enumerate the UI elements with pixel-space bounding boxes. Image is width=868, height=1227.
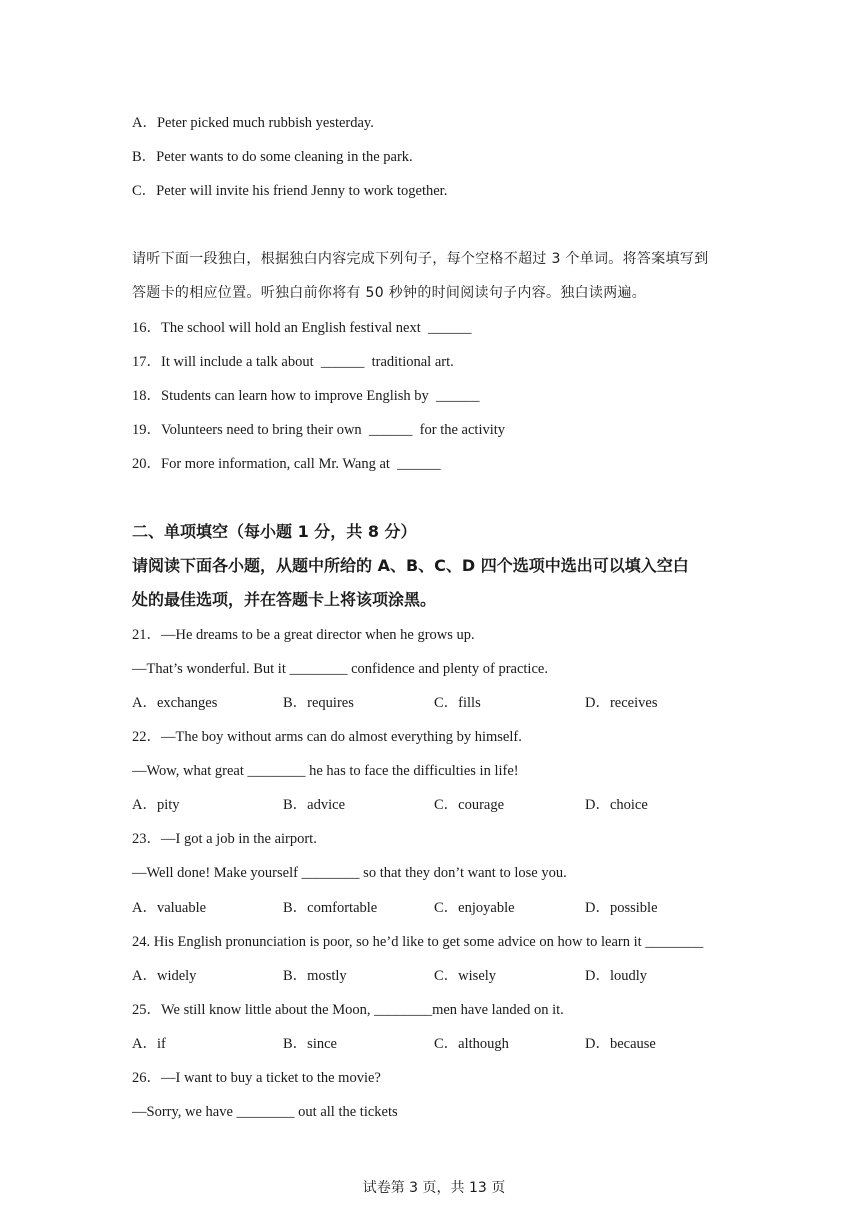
question-16: 16．The school will hold an English festival next ______	[132, 320, 472, 336]
question-20: 20．For more information, call Mr. Wang at ______	[132, 456, 441, 472]
option-c: C．although	[434, 1036, 509, 1052]
option-a: A．valuable	[132, 900, 207, 916]
option-d: D．because	[585, 1036, 656, 1052]
option-b: B．advice	[283, 797, 346, 813]
option-a: A．pity	[132, 797, 180, 813]
question-24-options	[132, 966, 772, 986]
question-26-prompt: 26．—I want to buy a ticket to the movie?	[132, 1070, 381, 1086]
option-d: D．possible	[585, 900, 658, 916]
option-a: A．if	[132, 1036, 166, 1052]
page-footer: 试卷第 3 页，共 13 页	[362, 1180, 506, 1196]
question-24-prompt: 24. His English pronunciation is poor, so he’d like to get some advice on how to learn it ________	[132, 934, 704, 950]
option-c: C．courage	[434, 797, 505, 813]
question-22-response: —Wow, what great ________ he has to face the difficulties in life!	[132, 763, 519, 779]
question-22-prompt: 22．—The boy without arms can do almost everything by himself.	[132, 729, 522, 745]
question-23-prompt: 23．—I got a job in the airport.	[132, 831, 317, 847]
option-c: C．wisely	[434, 968, 497, 984]
question-23-response: —Well done! Make yourself ________ so that they don’t want to lose you.	[132, 865, 567, 881]
listening-option-c: C．Peter will invite his friend Jenny to work together.	[132, 183, 448, 199]
listening-option-b: B．Peter wants to do some cleaning in the park.	[132, 149, 413, 165]
option-c: C．fills	[434, 695, 481, 711]
section-2-instruction-line1: 请阅读下面各小题，从题中所给的 A、B、C、D 四个选项中选出可以填入空白	[132, 556, 689, 575]
question-21-options	[132, 693, 772, 713]
monologue-instruction-line2: 答题卡的相应位置。听独白前你将有 50 秒钟的时间阅读句子内容。独白读两遍。	[132, 285, 647, 301]
option-c: C．enjoyable	[434, 900, 515, 916]
section-2-title: 二、单项填空（每小题 1 分，共 8 分）	[132, 522, 417, 541]
question-21-prompt: 21．—He dreams to be a great director when he grows up.	[132, 627, 475, 643]
monologue-instruction-line1: 请听下面一段独白，根据独白内容完成下列句子，每个空格不超过 3 个单词。将答案填写到	[132, 251, 709, 267]
question-19: 19．Volunteers need to bring their own ______ for the activity	[132, 422, 506, 438]
question-25-prompt: 25．We still know little about the Moon, ________men have landed on it.	[132, 1002, 564, 1018]
question-18: 18．Students can learn how to improve English by ______	[132, 388, 480, 404]
option-b: B．requires	[283, 695, 354, 711]
question-23-options	[132, 898, 772, 918]
option-b: B．comfortable	[283, 900, 378, 916]
question-21-response: —That’s wonderful. But it ________ confidence and plenty of practice.	[132, 661, 548, 677]
option-a: A．exchanges	[132, 695, 218, 711]
question-17: 17．It will include a talk about ______ traditional art.	[132, 354, 454, 370]
option-d: D．receives	[585, 695, 658, 711]
listening-option-a: A．Peter picked much rubbish yesterday.	[132, 115, 374, 131]
option-a: A．widely	[132, 968, 197, 984]
question-22-options	[132, 795, 772, 815]
option-d: D．choice	[585, 797, 648, 813]
option-b: B．mostly	[283, 968, 347, 984]
option-d: D．loudly	[585, 968, 648, 984]
question-25-options	[132, 1034, 772, 1054]
question-26-response: —Sorry, we have ________ out all the tickets	[132, 1104, 398, 1120]
option-b: B．since	[283, 1036, 337, 1052]
section-2-instruction-line2: 处的最佳选项，并在答题卡上将该项涂黑。	[132, 590, 437, 609]
